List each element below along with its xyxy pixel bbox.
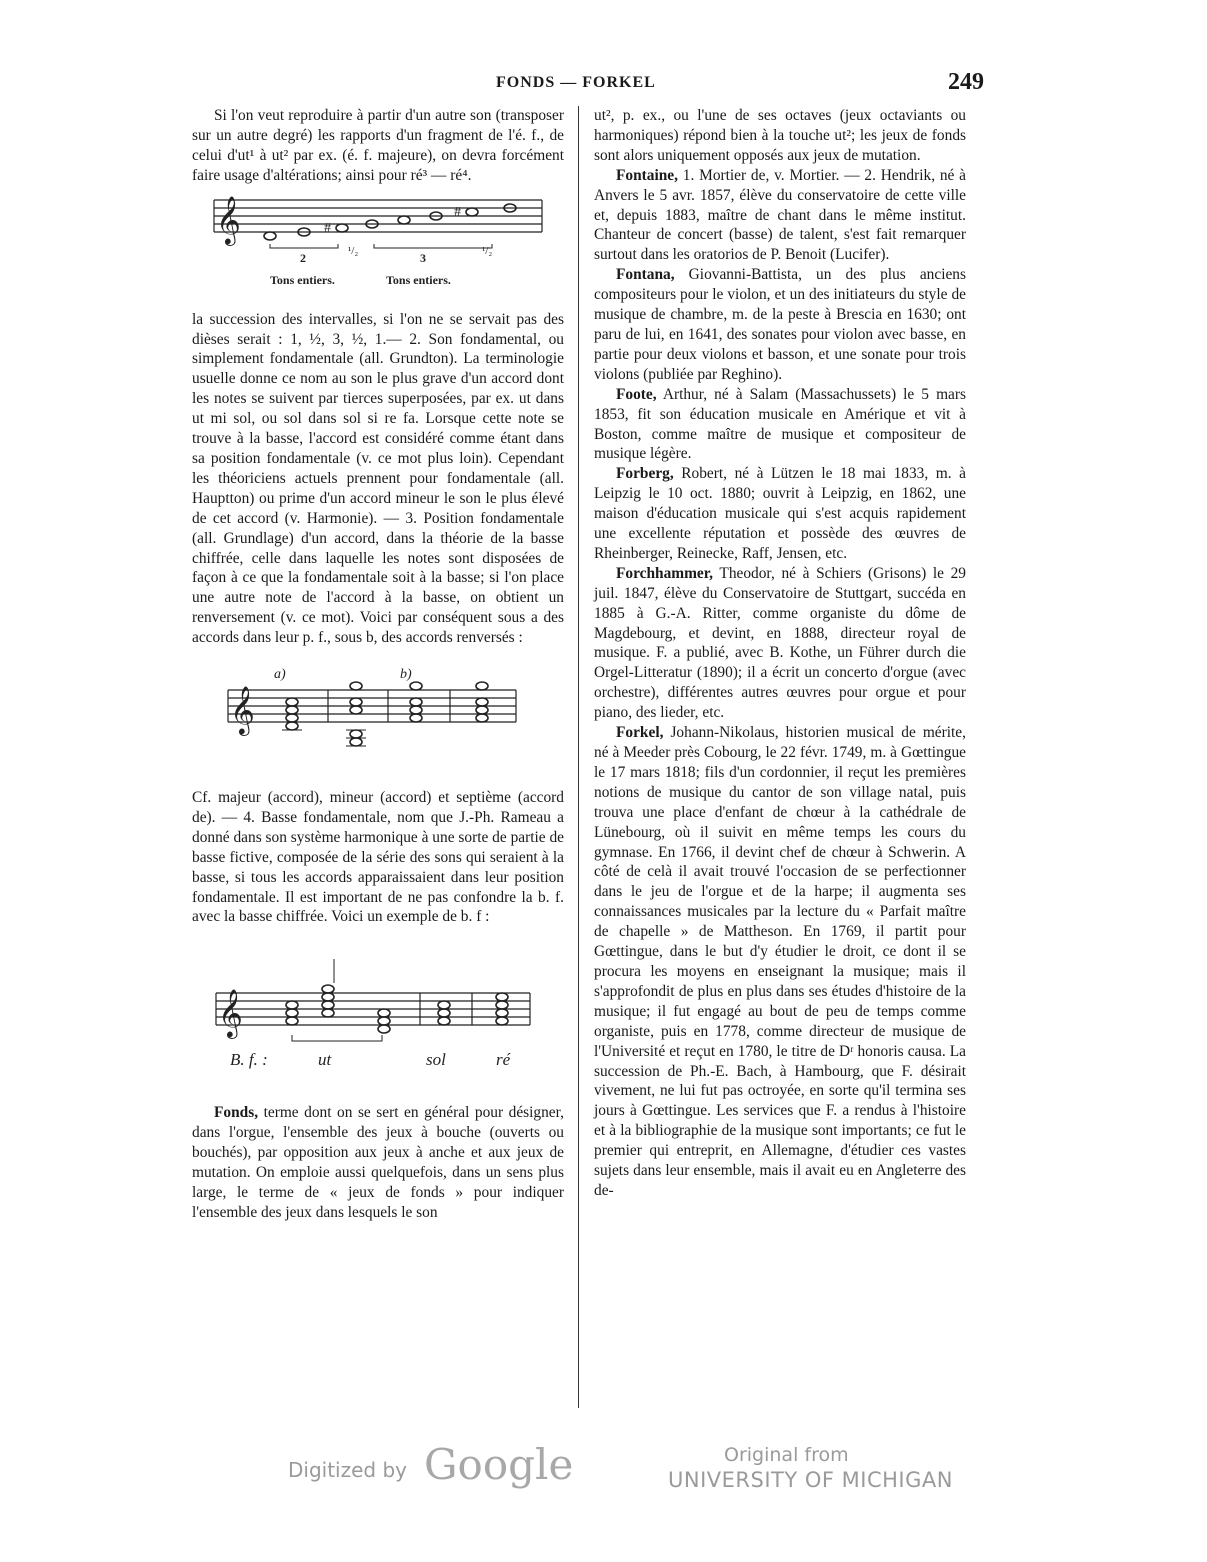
entry-forchhammer — [594, 564, 966, 723]
label-a: a) — [274, 667, 286, 683]
left-column — [192, 106, 564, 1223]
svg-text:#: # — [324, 220, 331, 236]
entry-fonds-body: terme dont on se sert en général pour désigner, dans l'orgue, l'ensemble des jeux à bouche (ouverts ou bouchés), par opposition aux jeux à anche et aux jeux de mutation. On emploie aussi quelquefois, dans un sens plus large, le terme de « jeux de fonds » pour indiquer l'ensemble des jeux dans lesquels le son — [192, 1104, 564, 1221]
entry-foote — [594, 385, 966, 465]
staff-scale — [192, 186, 564, 310]
entry-foote-body: Arthur, né à Salam (Massachussets) le 5 mars 1853, fit son éducation musicale en Amérique et vit à Boston, comme maître de musique et compositeur de musique légère. — [594, 385, 966, 463]
music-example-scale — [192, 186, 564, 310]
entry-forberg-body: Robert, né à Lützen le 18 mai 1833, m. à Leipzig le 10 oct. 1880; ouvrit à Leipzig, en 1862, une maison d'éducation musicale qui s'est acquis rapidement une excellente réputation et possède des œuvres de Rheinberger, Reinecke, Raff, Jensen, etc. — [594, 465, 966, 562]
digitized-by-text: Digitized by — [288, 1458, 407, 1482]
label-b: b) — [400, 667, 412, 683]
interval-mark-3: 3 — [420, 250, 426, 265]
entry-forberg — [594, 464, 966, 564]
entry-fontana — [594, 265, 966, 384]
entry-fontaine — [594, 166, 966, 266]
interval-mark-half-b: ¹/₂ — [482, 244, 493, 257]
paragraph-basse-fondamentale: Cf. majeur (accord), mineur (accord) et septième (accord de). — 4. Basse fondamentale, nom que J.-Ph. Rameau a donné dans son système harmonique à une sorte de partie de basse fictive, composée de la série des sons qui seraient à la basse, si tous les accords apparaissaient dans leur position fondamentale. Il est important de ne pas confondre la b. f. avec la basse chiffrée. Voici un exemple de b. f : — [192, 789, 564, 926]
page-number: 249 — [948, 69, 984, 95]
google-logo: Google — [424, 1440, 574, 1489]
label-ut: ut — [318, 1050, 332, 1070]
label-re: ré — [496, 1050, 511, 1070]
running-title: FONDS — FORKEL — [496, 74, 656, 91]
page-header — [0, 69, 1207, 100]
svg-text:𝄞: 𝄞 — [216, 194, 241, 244]
paragraph-fonds-continued: ut², p. ex., ou l'une de ses octaves (jeux octaviants ou harmoniques) répond bien à la touche ut²; les jeux de fonds sont alors uniquement opposés aux jeux de mutation. — [594, 107, 966, 164]
column-divider — [578, 106, 579, 1408]
headword-forkel: Forkel, — [616, 724, 664, 742]
headword-foote: Foote, — [616, 385, 657, 403]
paragraph-son-fondamental: la succession des intervalles, si l'on ne se servait pas des dièses serait : 1, ½, 3, ½, 1.— 2. Son fondamental, ou simplement fondamentale (all. Grundton). La terminologie usuelle donne ce nom au son le plus grave d'un accord dont les notes se suivent par tierces superposées, par ex. ut dans ut mi sol, ou sol dans sol si re fa. Lorsque cette note se trouve à la basse, l'accord est considéré comme étant dans sa position fondamentale (v. ce mot plus loin). Cependant les théoriciens actuels prennent pour fondamentale (all. Hauptton) ou prime d'un accord mineur le son le plus élevé de cet accord (v. Harmonie). — 3. Position fondamentale (all. Grundlage) d'un accord, dans la théorie de la basse chiffrée, celle dans laquelle les notes sont disposées de façon à ce que la fondamentale soit à la basse; si l'on place une autre note de l'accord à la basse, on obtient un renversement (v. ce mot). Voici par conséquent sous a des accords dans leur p. f., sous b, des accords renversés : — [192, 310, 564, 647]
right-column — [594, 106, 966, 1201]
entry-fontana-body: Giovanni-Battista, un des plus anciens compositeurs pour le violon, et un des initiateurs du style de musique de chambre, m. de la peste à Brescia en 1630; ont paru de lui, en 1641, des sonates pour violon avec basse, en partie pour deux violons et basson, et une sonate pour trois violons (publiée par Reghino). — [594, 266, 966, 383]
label-tons-entiers-b: Tons entiers. — [386, 272, 451, 287]
svg-text:𝄞: 𝄞 — [218, 988, 243, 1038]
entry-forkel-body: Johann-Nikolaus, historien musical de mérite, né à Meeder près Cobourg, le 22 févr. 1749, m. à Gœttingue le 17 mars 1818; fils d'un cordonnier, il reçut les premières notions de musique du cantor de son village natal, puis trouva une place d'enfant de chœur à la cathédrale de Lünebourg, où il suivit en même temps les cours du gymnase. En 1766, il devint chef de chœur à Schwerin. A côté de celà il avait trouvé l'occasion de se perfectionner dans le jeu de l'orgue et de la harpe; il augmenta ses connaissances musicales par la lecture du « Parfait maître de chapelle » de Mattheson. En 1769, il partit pour Gœttingue, dans le but d'y étudier le droit, ce dont il se procura les moyens en enseignant la musique; mais il s'approfondit de plus en plus dans ses études d'histoire de la musique; il fut engagé au bout de peu de temps comme organiste, puis en 1778, comme directeur de musique de l'Université et reçut en 1780, le titre de Dʳ honoris causa. La succession de Ph.-E. Bach, à Hambourg, que F. désirait vivement, ne lui fut pas octroyée, en sorte qu'il termina ses jours à Gœttingue. Les services que F. a rendus à l'histoire et à la bibliographie de la musique sont importants; ce fut le premier qui entreprit, en Allemagne, d'étudier ces vastes sujets dans leur ensemble, mais il avait eu en Angleterre des de- — [594, 724, 966, 1199]
original-from-text: Original from — [724, 1444, 849, 1466]
digitization-watermark — [0, 1440, 1207, 1504]
staff-chords — [192, 648, 564, 788]
headword-fontana: Fontana, — [616, 266, 675, 284]
headword-forberg: Forberg, — [616, 465, 674, 483]
interval-mark-2: 2 — [300, 250, 306, 265]
entry-forchhammer-body: Theodor, né à Schiers (Grisons) le 29 juil. 1847, élève du Conservatoire de Stuttgart, succéda en 1885 à G.-A. Ritter, comme organiste du dôme de Magdebourg, et devint, en 1888, directeur royal de musique. F. a publié, avec B. Kothe, un Führer durch die Orgel-Litteratur (1890); il a écrit un concerto d'orgue (avec orchestre), différentes autres œuvres pour orgue et pour piano, des lieder, etc. — [594, 564, 966, 722]
entry-fontaine-body: 1. Mortier de, v. Mortier. — 2. Hendrik, né à Anvers le 5 avr. 1857, élève du conservatoire de cette ville et, depuis 1883, maître de chant dans le même institut. Chanteur de concert (basse) de talent, s'est fait remarquer surtout dans les oratorios de P. Benoit (Lucifer). — [594, 166, 966, 264]
label-sol: sol — [426, 1050, 446, 1070]
svg-text:#: # — [454, 204, 461, 220]
interval-mark-half-a: ¹/₂ — [348, 244, 359, 257]
entry-forkel — [594, 723, 966, 1201]
headword-forchhammer: Forchhammer, — [616, 564, 714, 582]
headword-fontaine: Fontaine, — [616, 166, 678, 184]
entry-fonds — [192, 1103, 564, 1222]
music-example-chords — [192, 648, 564, 788]
university-name: UNIVERSITY OF MICHIGAN — [668, 1468, 953, 1492]
headword-fonds: Fonds, — [214, 1104, 259, 1122]
label-bf: B. f. : — [230, 1050, 268, 1070]
label-tons-entiers-a: Tons entiers. — [270, 272, 335, 287]
staff-basse-fondamentale — [192, 927, 564, 1103]
music-example-basse-fondamentale — [192, 927, 564, 1103]
svg-text:𝄞: 𝄞 — [230, 685, 255, 735]
paragraph-transposition: Si l'on veut reproduire à partir d'un autre son (transposer sur un autre degré) les rapports d'un fragment de l'é. f., de celui d'ut¹ à ut² par ex. (é. f. majeure), on devra forcément faire usage d'altérations; ainsi pour ré³ — ré⁴. — [192, 107, 564, 184]
